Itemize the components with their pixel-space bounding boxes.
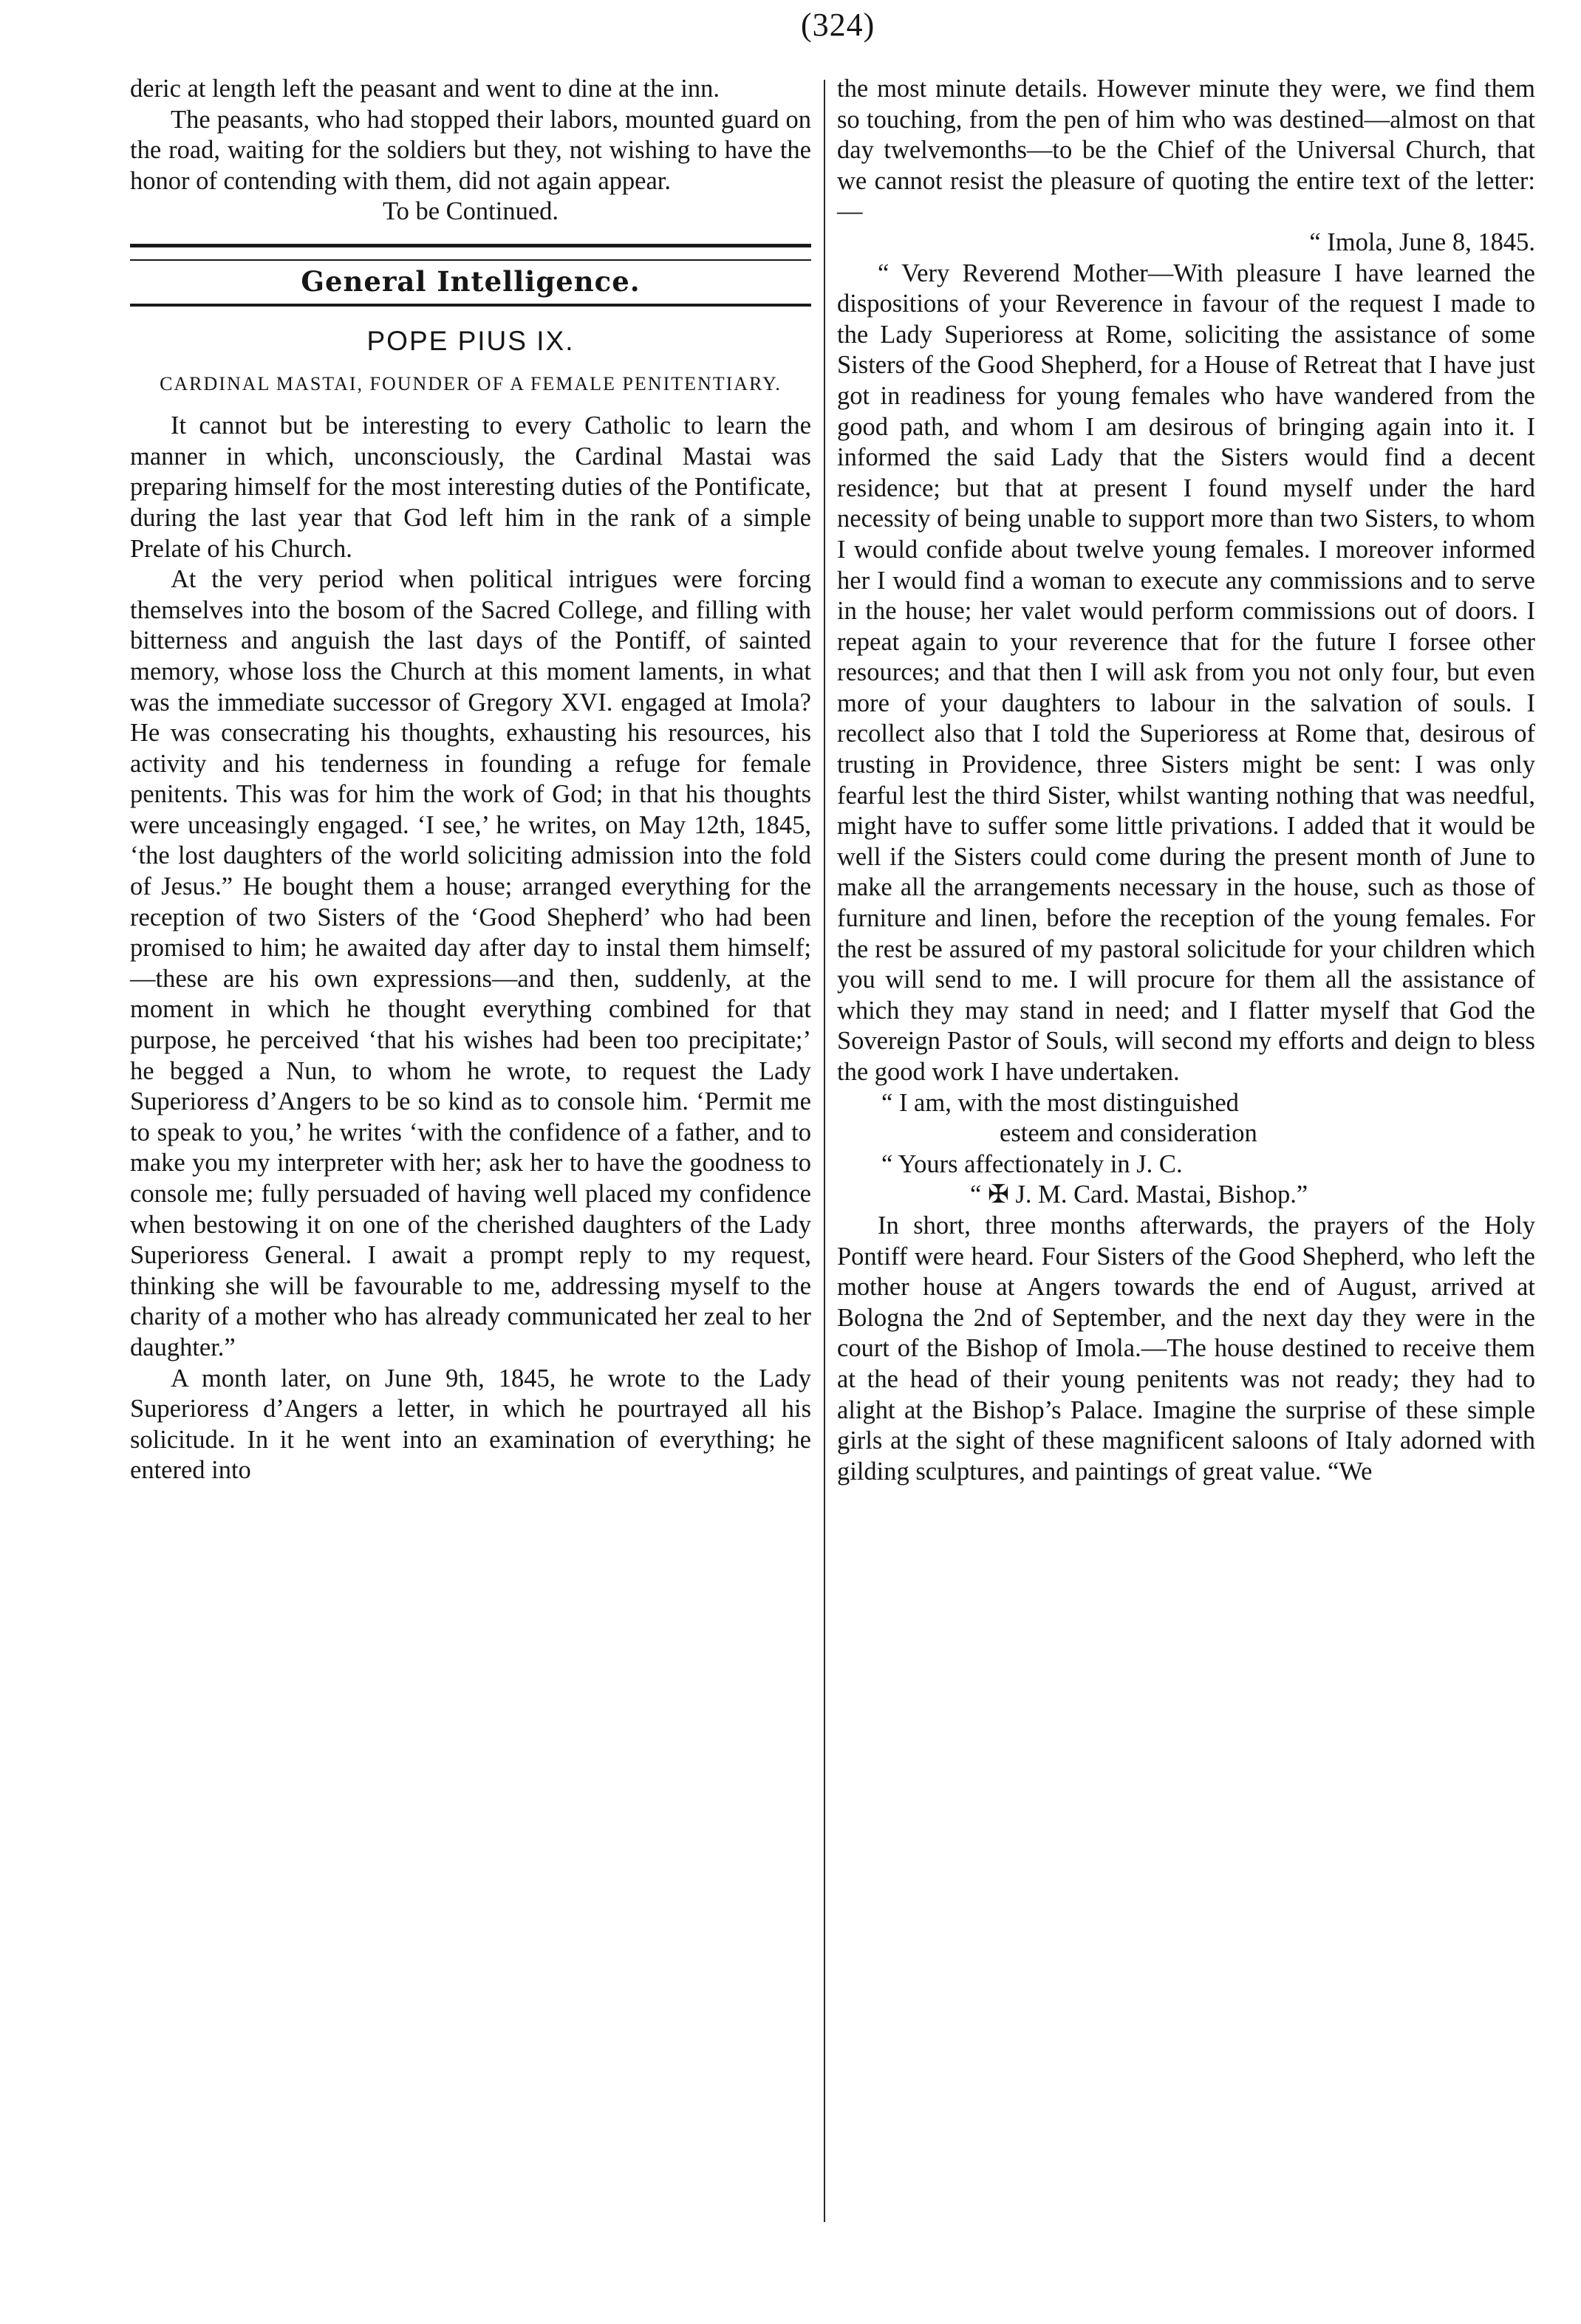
page-number: (324) bbox=[801, 7, 875, 43]
article-subtitle: CARDINAL MASTAI, FOUNDER OF A FEMALE PENITENTIARY. bbox=[160, 373, 782, 395]
letter-dateline: “ Imola, June 8, 1845. bbox=[1309, 228, 1535, 256]
right-column bbox=[837, 74, 1535, 1487]
to-be-continued: To be Continued. bbox=[382, 197, 559, 226]
letter-body: “ Very Reverend Mother—With pleasure I have learned the dispositions of your Reverence in favour of the request I made to the Lady Superioress at Rome, soliciting the assistance of some Sisters of the Good Shepherd, for a House of Retreat that I have just got in readiness for young females who have wandered from the good path, and whom I am desirous of bringing again into it. I informed the said Lady that the Sisters would find a decent residence; but that at present I found myself under the hard necessity of being unable to support more than two Sisters, to whom I would confide about twelve young females. I moreover informed her I would find a woman to execute any commissions and to serve in the house; her valet would perform commissions out of doors. I repeat again to your reverence that for the future I forsee other resources; and that then I will ask from you not only four, but even more of your daughters to labour in the salvation of souls. I recollect also that I told the Superioress at Rome that, desirous of trusting in Providence, three Sisters might be sent: I was only fearful lest the third Sister, whilst wanting nothing that was needful, might have to suffer some little privations. I added that it would be well if the Sisters could come during the present month of June to make all the arrangements necessary in the house, such as those of furniture and linen, before the reception of the young females. For the rest be assured of my pastoral solicitude for your children which you will send to me. I will procure for them all the assistance of which they may stand in need; and I flatter myself that God the Sovereign Pastor of Souls, will second my efforts and deign to bless the good work I have undertaken. bbox=[837, 259, 1535, 1086]
letter-closing-1: “ I am, with the most distinguished bbox=[881, 1088, 1239, 1117]
continuation-text: deric at length left the peasant and went to dine at the inn. bbox=[130, 75, 720, 103]
article-paragraph-2: At the very period when political intrigues were forcing themselves into the bosom of the Sacred College, and filling with bitterness and anguish the last days of the Pontiff, of sainted memory, whose loss the Church at this moment laments, in what was the immediate successor of Gregory XVI. engaged at Imola? He was consecrating his thoughts, exhausting his resources, his activity and his tenderness in founding a refuge for female penitents. This was for him the work of God; in that his thoughts were unceasingly engaged. ‘I see,’ he writes, on May 12th, 1845, ‘the lost daughters of the world soliciting admission into the fold of Jesus.” He bought them a house; arranged everything for the reception of two Sisters of the ‘Good Shepherd’ who had been promised to him; he awaited day after day to instal them himself;—these are his own expressions—and then, suddenly, at the moment in which he thought everything combined for that purpose, he perceived ‘that his wishes had been too precipitate;’ he begged a Nun, to whom he wrote, to request the Lady Superioress d’Angers to be so kind as to console him. ‘Permit me to speak to you,’ he writes ‘with the confidence of a father, and to make you my interpreter with her; ask her to have the goodness to console me; fully persuaded of having well placed my confidence when bestowing it on one of the cherished daughters of the Lady Superioress General. I await a prompt reply to my request, thinking she will be favourable to me, addressing myself to the charity of a mother who has already communicated her zeal to her daughter.” bbox=[130, 565, 811, 1361]
peasants-paragraph: The peasants, who had stopped their labors, mounted guard on the road, waiting for the soldiers but they, not wishing to have the honor of contending with them, did not again appear. bbox=[130, 105, 811, 195]
section-rule-top bbox=[130, 244, 811, 261]
letter-intro: the most minute details. However minute they were, we find them so touching, from the pen of him who was destined—almost on that day twelvemonths—to be the Chief of the Universal Church, that we cannot resist the pleasure of quoting the entire text of the letter:— bbox=[837, 75, 1535, 226]
section-rule-bottom bbox=[130, 304, 811, 307]
left-column bbox=[130, 74, 811, 1486]
article-paragraph-1: It cannot but be interesting to every Catholic to learn the manner in which, unconsciously, the Cardinal Mastai was preparing himself for the most interesting duties of the Pontificate, during the last year that God left him in the rank of a simple Prelate of his Church. bbox=[130, 411, 811, 563]
letter-closing-3: “ Yours affectionately in J. C. bbox=[881, 1149, 1183, 1178]
letter-closing-2: esteem and consideration bbox=[1000, 1119, 1257, 1148]
column-divider bbox=[824, 80, 825, 2222]
section-heading: General Intelligence. bbox=[301, 264, 641, 298]
letter-signature: “ ✠ J. M. Card. Mastai, Bishop.” bbox=[970, 1180, 1308, 1209]
article-title: POPE PIUS IX. bbox=[366, 325, 575, 356]
final-paragraph: In short, three months afterwards, the prayers of the Holy Pontiff were heard. Four Sisters of the Good Shepherd, who left the mother house at Angers towards the end of August, arrived at Bologna the 2nd of September, and the next day they were in the court of the Bishop of Imola.—The house destined to receive them at the head of their young penitents was not ready; they had to alight at the Bishop’s Palace. Imagine the surprise of these simple girls at the sight of these magnificent saloons of Italy adorned with gilding sculptures, and paintings of great value. “We bbox=[837, 1211, 1535, 1486]
article-paragraph-3: A month later, on June 9th, 1845, he wrote to the Lady Superioress d’Angers a letter, in which he pourtrayed all his solicitude. In it he went into an examination of everything; he entered into bbox=[130, 1364, 811, 1485]
